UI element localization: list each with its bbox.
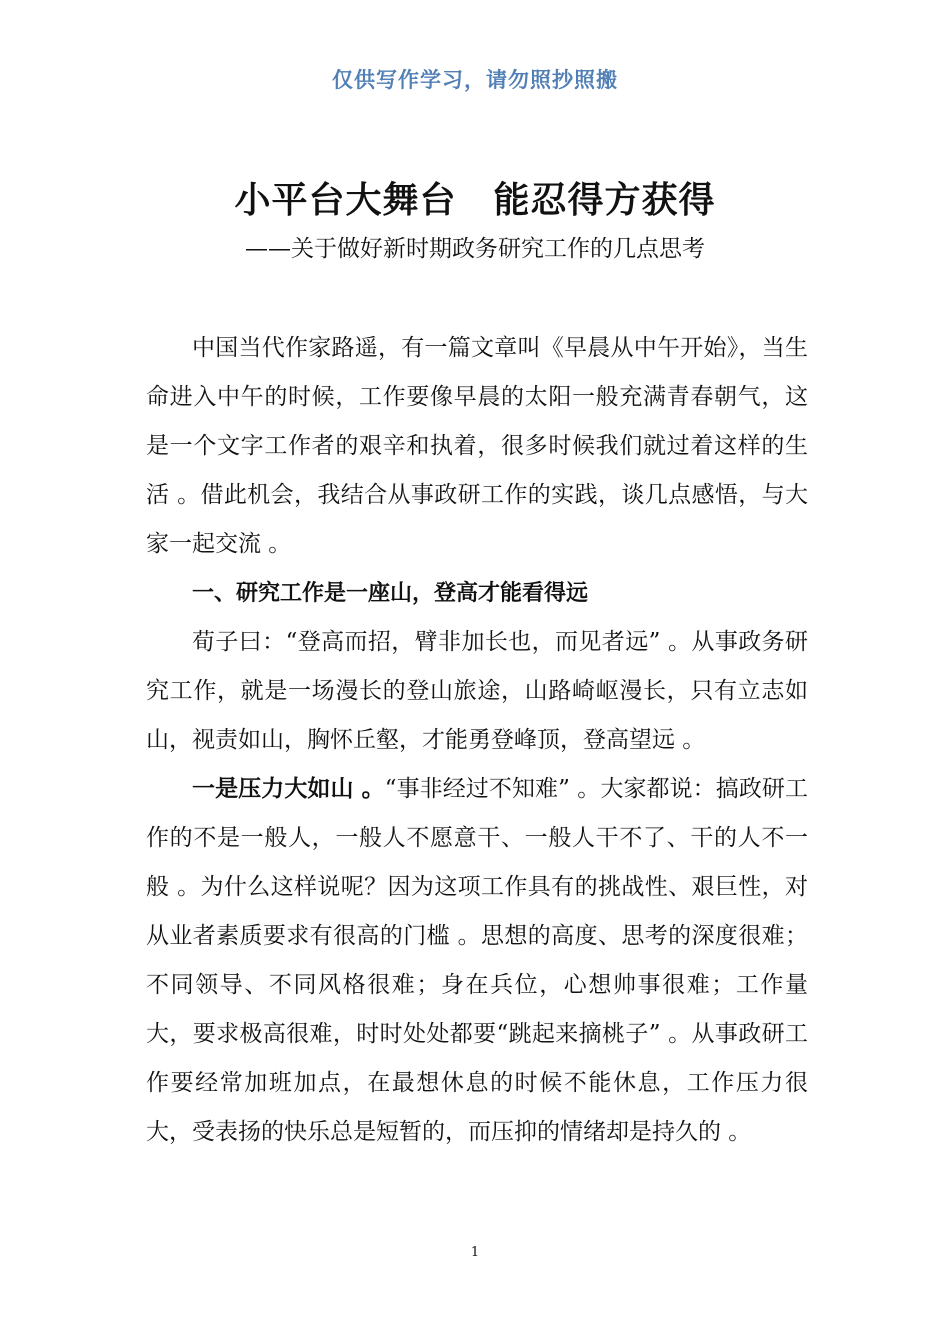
paragraph-lead-bold: 一是压力大如山 。 [192,776,385,802]
paragraph-intro: 中国当代作家路遥，有一篇文章叫《早晨从中午开始》，当生命进入中午的时候，工作要像早晨的太阳一般充满青春朝气，这是一个文字工作者的艰辛和执着，很多时候我们就过着这样的生活 。借此机会，我结合从事政研工作的实践，谈几点感悟，与大家一起交流 。 [146,335,808,557]
page-subtitle: ——关于做好新时期政务研究工作的几点思考 [245,236,705,262]
page-number: 1 [470,1245,480,1260]
watermark-text: 仅供写作学习，请勿照抄照搬 [332,68,618,92]
page-title: 小平台大舞台 能忍得方获得 [234,180,716,221]
document-body [146,324,808,1157]
section-heading-1: 一、研究工作是一座山，登高才能看得远 [192,581,589,606]
paragraph-xunzi: 荀子曰：“登高而招，臂非加长也，而见者远” 。从事政务研究工作，就是一场漫长的登山旅途，山路崎岖漫长，只有立志如山，视责如山，胸怀丘壑，才能勇登峰顶，登高望远 。 [146,629,808,753]
paragraph-pressure [146,765,808,1157]
paragraph-pressure-text: “事非经过不知难” 。大家都说：搞政研工作的不是一般人，一般人不愿意干、一般人干不了、干的人不一般 。为什么这样说呢？因为这项工作具有的挑战性、艰巨性，对从业者素质要求有很高的门槛 。思想的高度、思考的深度很难；不同领导、不同风格很难；身在兵位，心想帅事很难；工作量大，要求极高很难，时时处处都要“跳起来摘桃子” 。从事政研工作要经常加班加点，在最想休息的时候不能休息，工作压力很大，受表扬的快乐总是短暂的，而压抑的情绪却是持久的 。 [146,776,808,1145]
